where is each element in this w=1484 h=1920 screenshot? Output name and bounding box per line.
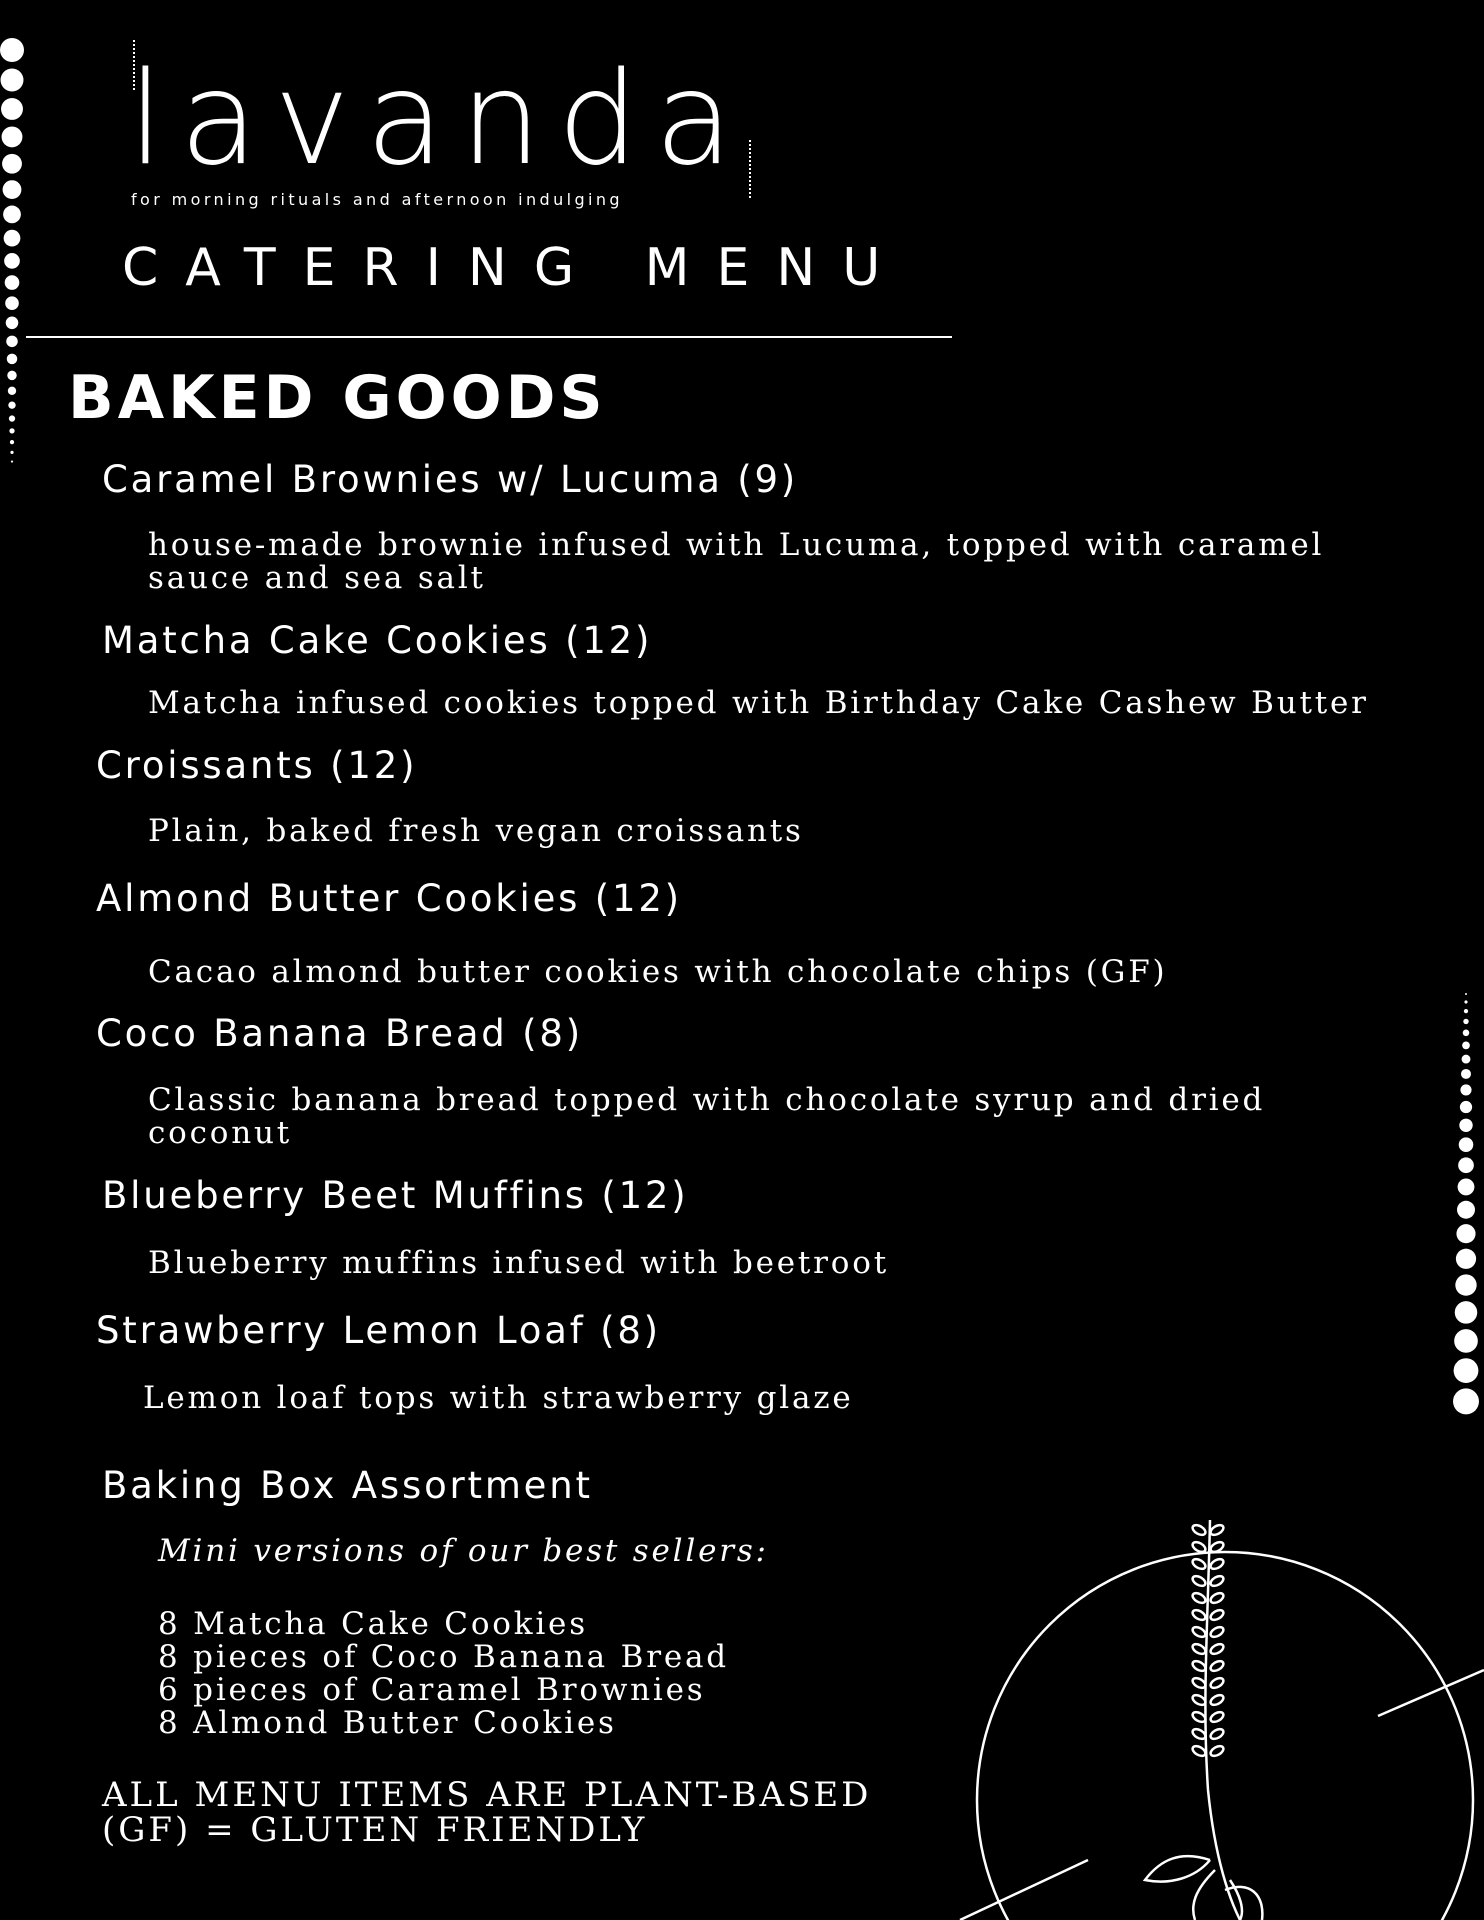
- menu-item-name: Caramel Brownies w/ Lucuma (9): [102, 458, 799, 501]
- menu-item-description: Lemon loaf tops with strawberry glaze: [143, 1380, 854, 1416]
- menu-item-name: Coco Banana Bread (8): [96, 1012, 583, 1055]
- menu-item-description: Blueberry muffins infused with beetroot: [148, 1245, 889, 1281]
- header-divider: [26, 336, 952, 338]
- brand-logo: lavanda: [128, 45, 749, 194]
- menu-item-name: Blueberry Beet Muffins (12): [102, 1174, 689, 1217]
- menu-item-name: Strawberry Lemon Loaf (8): [96, 1309, 661, 1352]
- menu-item-description: house-made brownie infused with Lucuma, topped with caramel sauce and sea salt: [148, 527, 1325, 596]
- menu-item-description: Classic banana bread topped with chocolate syrup and dried coconut: [148, 1082, 1266, 1151]
- assortment-name: Baking Box Assortment: [102, 1464, 593, 1507]
- section-title: BAKED GOODS: [68, 363, 607, 433]
- logo-accent-line-right: [749, 140, 751, 198]
- assortment-list-item: 6 pieces of Caramel Brownies: [158, 1672, 706, 1708]
- brand-tagline: for morning rituals and afternoon indulging: [131, 190, 623, 209]
- menu-item-description: Matcha infused cookies topped with Birthday Cake Cashew Butter: [148, 685, 1369, 721]
- assortment-intro: Mini versions of our best sellers:: [158, 1533, 769, 1569]
- menu-item-name: Croissants (12): [96, 744, 418, 787]
- assortment-list-item: 8 Almond Butter Cookies: [158, 1705, 617, 1741]
- menu-item-description: Cacao almond butter cookies with chocolate chips (GF): [148, 954, 1168, 990]
- footer-plant-based-note: ALL MENU ITEMS ARE PLANT-BASED: [102, 1775, 872, 1815]
- menu-item-name: Almond Butter Cookies (12): [96, 877, 682, 920]
- assortment-list-item: 8 Matcha Cake Cookies: [158, 1606, 588, 1642]
- menu-item-name: Matcha Cake Cookies (12): [102, 619, 653, 662]
- assortment-list-item: 8 pieces of Coco Banana Bread: [158, 1639, 729, 1675]
- lavender-sprig-circle-icon: [940, 1500, 1484, 1920]
- left-dot-border: [0, 34, 28, 604]
- footer-gf-legend: (GF) = GLUTEN FRIENDLY: [102, 1810, 648, 1850]
- menu-title: CATERING MENU: [122, 238, 908, 298]
- menu-item-description: Plain, baked fresh vegan croissants: [148, 813, 804, 849]
